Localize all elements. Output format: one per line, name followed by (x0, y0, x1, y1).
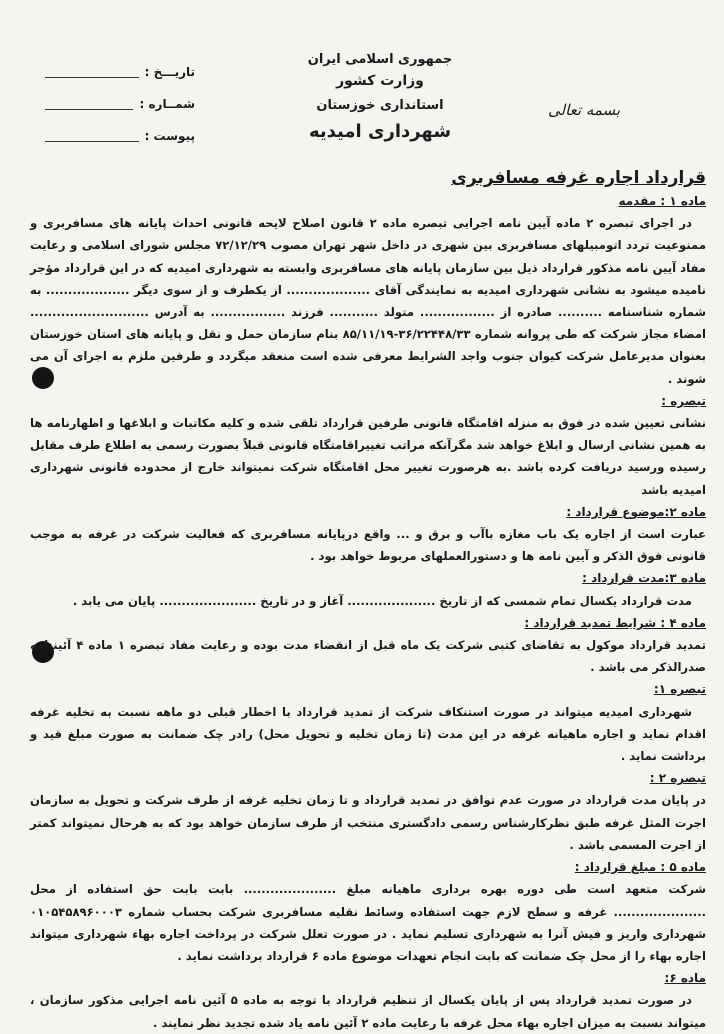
section-paragraph: تمدید قرارداد موکول به تقاضای کتبی شرکت یک ماه قبل از انقضاء مدت بوده و رعایت مفاد تبصره ۱ ماده ۴ آئیننامه صدرالذکر می باشد . (30, 638, 707, 675)
section-paragraph: در اجرای تبصره ۲ ماده آیین نامه اجرایی تبصره ماده ۲ قانون اصلاح لایحه قانونی احداث پایانه های مسافربری و ممنوعیت تردد اتومبیلهای مسافربری بین شهری در داخل شهر تهران مصوب ۷۲/۱۲/۲۹ مجلس شورای اسلامی و رعایت مفاد آیین نامه مذکور قرارداد ذیل بین سازمان پایانه های مسافربری وابسته به شهرداری امیدیه که در این قرارداد مؤجر نامیده میشود به نشانی شهرداری امیدیه به نمایندگی آقای ................... از یکطرف و از سوی دیگر ................... به شماره شناسنامه .......... صادره از ................. متولد ........... فرزند ................. به آدرس ........................... امضاء مجاز شرکت که طی پروانه شماره ۳۶/۲۲۴۴۸/۳۳-۸۵/۱۱/۱۹ بنام سازمان حمل و نقل و پایانه های استان خوزستان بعنوان مدیرعامل شرکت کیوان جنوب واجد الشرایط معرفی شده است منعقد میگردد و طرفین ملزم به اجرای آن می شوند . (30, 216, 706, 386)
section-paragraph: در پایان مدت قرارداد در صورت عدم توافق در تمدید قرارداد و تا زمان تخلیه غرفه از طرف شرکت و تحویل به سازمان اجرت المثل غرفه طبق نظرکارشناس رسمی دادگستری منتخب از طرف سازمان خواهد بود که به هرحال نمیتواند کمتر از اجرت المسمی باشد . (30, 793, 706, 852)
letter-meta-fields (45, 65, 195, 161)
section-paragraph: نشانی تعیین شده در فوق به منزله اقامتگاه قانونی طرفین قرارداد تلقی شده و کلیه مکاتبات و ابلاغها و اظهارنامه ها به همین نشانی ارسال و ابلاغ خواهد شد مگرآنکه مراتب تغییراقامتگاه قانونی قبلاً بصورت رسمی به اطلاع طرف مقابل رسیده ورسید دریافت کرده باشد .به هرصورت تغییر محل اقامتگاه شرکت نمیتواند خارج از محدوده قانونی شهرداری امیدیه باشد (30, 416, 706, 497)
document-title: قرارداد اجاره غرفه مسافربری (451, 168, 706, 188)
section-heading: ماده ۳:مدت قرارداد : (582, 571, 706, 586)
section-paragraph: مدت قرارداد یکسال تمام شمسی که از تاریخ .................... آغاز و در تاریخ ...................... پایان می یابد . (72, 593, 692, 608)
meta-attachment-line (45, 129, 139, 142)
meta-date-label: تاریـــخ : (144, 65, 195, 79)
section-heading: تبصره ۲ : (649, 771, 706, 786)
section-heading: ماده ۴ : شرایط تمدید قرارداد : (524, 615, 706, 630)
section-heading: تبصره ۱: (653, 682, 706, 697)
meta-number-line (45, 97, 133, 110)
letterhead-country: جمهوری اسلامی ایران (307, 52, 453, 67)
contract-body (30, 190, 706, 1034)
letterhead (270, 52, 490, 142)
section-amount (30, 856, 706, 967)
section-paragraph: شرکت متعهد است طی دوره بهره برداری ماهیانه مبلغ ..................... بابت بابت حق استفاده از محل ..................... غرفه و سطح لازم جهت استفاده وسائط نقلیه مسافربری شرکت بحساب شماره ۰۱۰۵۴۵۸۹۶۰۰۰۳ شهرداری واریز و فیش آنرا به شهرداری تسلیم نماید . در صورت تعلل شرکت در پرداخت اجاره بهاء شهرداری میتواند اجاره بهاء را از محل چک ضمانت که بابت انجام تعهدات موضوع ماده ۶ قرارداد برداشت نماید . (30, 882, 706, 963)
section-subject (30, 501, 706, 568)
section-note-2 (30, 767, 706, 856)
meta-number-row (45, 97, 195, 129)
letterhead-ministry: وزارت کشور (336, 73, 424, 89)
meta-attachment-label: پیوست : (144, 129, 195, 143)
section-note-1 (30, 678, 706, 767)
invocation-calligraphy: بسمه تعالی (548, 101, 621, 119)
section-note (30, 390, 706, 501)
meta-date-row (45, 65, 195, 97)
section-introduction (30, 190, 706, 390)
section-heading: ماده ۶: (664, 971, 706, 986)
section-heading: ماده ۲:موضوع قرارداد : (566, 504, 706, 519)
meta-date-line (45, 65, 139, 78)
letterhead-municipality: شهرداری امیدیه (308, 121, 452, 142)
meta-number-label: شمــاره : (139, 97, 195, 111)
section-duration (30, 567, 706, 611)
section-heading: ماده ۱ : مقدمه (618, 194, 706, 208)
section-paragraph: در صورت تمدید قرارداد پس از پایان یکسال از تنظیم قرارداد با توجه به ماده ۵ آئین نامه اجرایی مذکور سازمان ، میتواند نسبت به میزان اجاره بهاء محل غرفه با رعایت ماده ۲ آئین نامه یاد شده تجدید نظر نمایند . (30, 993, 706, 1030)
section-heading: تبصره : (661, 393, 706, 408)
letterhead-province: استانداری خوزستان (316, 98, 444, 113)
section-renewal (30, 612, 706, 679)
section-paragraph: عبارت است از اجاره یک باب مغازه باآب و برق و ... واقع درپایانه مسافربری که فعالیت شرکت در غرفه به موجب قانونی فوق الذکر و آیین نامه ها و دستورالعملهای مربوط خواهد بود . (30, 527, 706, 564)
meta-attachment-row (45, 129, 195, 161)
section-heading: ماده ۵ : مبلغ قرارداد : (574, 860, 706, 875)
section-paragraph: شهرداری امیدیه میتواند در صورت استنکاف شرکت از تمدید قرارداد با اخطار قبلی دو ماهه نسبت به تخلیه غرفه اقدام نماید و اجاره ماهیانه غرفه در این مدت (تا زمان تخلیه و تحویل محل) رادر چک ضمانت به صورت مبلغ قید و برداشت نماید . (30, 704, 706, 764)
